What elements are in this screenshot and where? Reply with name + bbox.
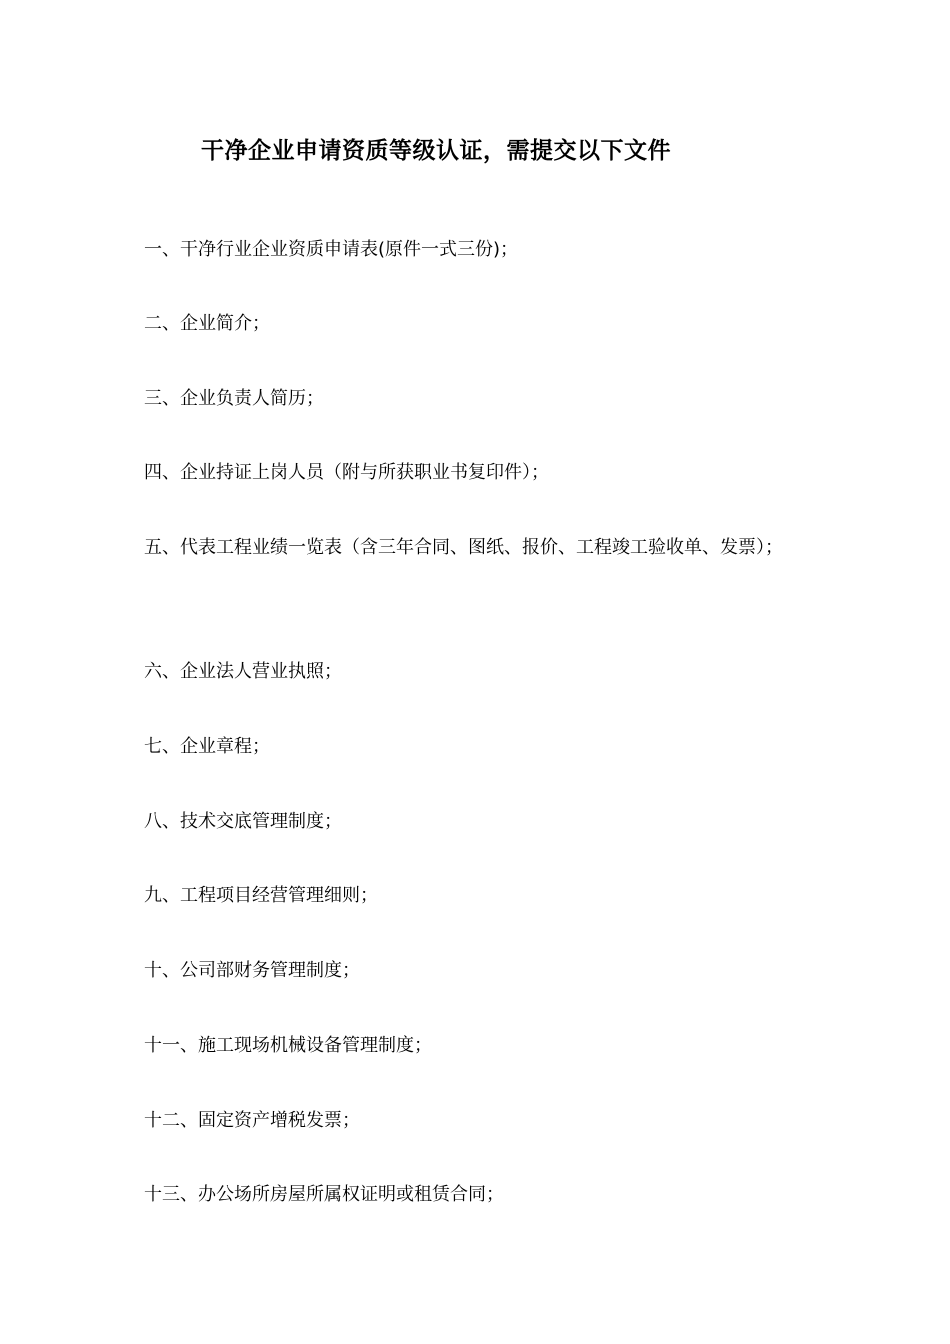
list-item: 九、工程项目经营管理细则； xyxy=(144,885,378,906)
document-title: 干净企业申请资质等级认证，需提交以下文件 xyxy=(201,138,671,164)
list-item: 十、公司部财务管理制度； xyxy=(144,960,360,981)
list-item: 八、技术交底管理制度； xyxy=(144,811,342,832)
list-item: 七、企业章程； xyxy=(144,736,270,757)
list-item: 二、企业简介； xyxy=(144,313,270,334)
list-item: 十一、施工现场机械设备管理制度； xyxy=(144,1035,432,1056)
list-item: 一、干净行业企业资质申请表(原件一式三份)； xyxy=(144,239,519,260)
list-item: 三、企业负责人简历； xyxy=(144,388,324,409)
list-item: 十二、固定资产增税发票； xyxy=(144,1110,360,1131)
list-item: 五、代表工程业绩一览表（含三年合同、图纸、报价、工程竣工验收单、发票）； xyxy=(144,537,783,558)
list-item: 四、企业持证上岗人员（附与所获职业书复印件）； xyxy=(144,462,549,483)
list-item: 十三、办公场所房屋所属权证明或租赁合同； xyxy=(144,1184,504,1205)
list-item: 六、企业法人营业执照； xyxy=(144,661,342,682)
